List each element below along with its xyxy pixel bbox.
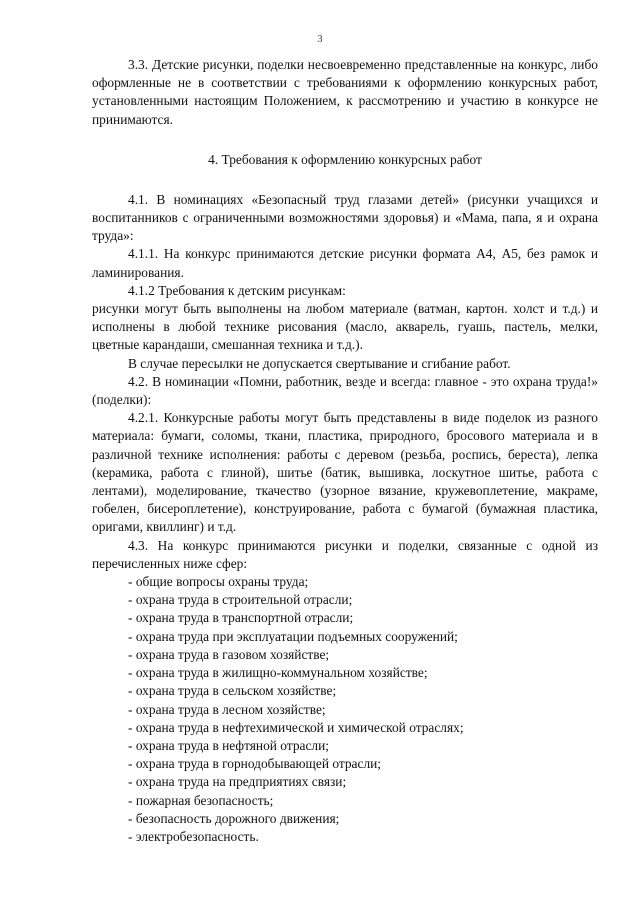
spheres-list (92, 573, 598, 846)
paragraph-4-1-2-note: В случае пересылки не допускается свертывание и сгибание работ. (128, 355, 511, 371)
paragraph-4-1-2-body: рисунки могут быть выполнены на любом материале (ватман, картон. холст и т.д.) и исполнены в любой технике рисования (масло, акварель, гуашь, пастель, мелки, цветные карандаши, смешанная техника и т.д.). (92, 301, 598, 353)
page-number: 3 (317, 34, 323, 45)
paragraph-4-2: 4.2. В номинации «Помни, работник, везде и всегда: главное - это охрана труда!» (поделки): (92, 373, 598, 408)
list-item: - электробезопасность. (92, 828, 598, 846)
list-item: - пожарная безопасность; (92, 792, 598, 810)
paragraph-4-1-2-title: 4.1.2 Требования к детским рисункам: (128, 282, 346, 298)
paragraph-3-3: 3.3. Детские рисунки, поделки несвоевременно представленные на конкурс, либо оформленные не в соответствии с требованиями к оформлению конкурсных работ, установленными настоящим Положением, к рассмотрению и участию в конкурсе не принимаются. (92, 57, 598, 127)
list-item: - общие вопросы охраны труда; (92, 573, 598, 591)
paragraph-4-3: 4.3. На конкурс принимаются рисунки и поделки, связанные с одной из перечисленных ниже сфер: (92, 537, 598, 571)
paragraph-4-2-1: 4.2.1. Конкурсные работы могут быть представлены в виде поделок из разного материала: бумаги, соломы, ткани, пластика, природного, бросового материала и в различной технике исполнения: работы с деревом (резьба, роспись, береста), лепка (керамика, работа с глиной), шитье (батик, вышивка, лоскутное шитье, работа с лентами), моделирование, ткачество (узорное вязание, кружевоплетение, макраме, гобелен, бисероплетение), конструирование, работа с бумагой (бумажная пластика, оригами, квиллинг) и т.д. (92, 410, 598, 535)
list-item: - охрана труда в нефтехимической и химической отраслях; (92, 719, 598, 737)
list-item: - охрана труда при эксплуатации подъемных сооружений; (92, 628, 598, 646)
list-item: - охрана труда в сельском хозяйстве; (92, 682, 598, 700)
list-item: - безопасность дорожного движения; (92, 810, 598, 828)
list-item: - охрана труда в транспортной отрасли; (92, 609, 598, 627)
list-item: - охрана труда в строительной отрасли; (92, 591, 598, 609)
paragraph-4-1: 4.1. В номинациях «Безопасный труд глазами детей» (рисунки учащихся и воспитанников с ограниченными возможностями здоровья) и «Мама, папа, я и охрана труда»: (92, 191, 598, 244)
list-item: - охрана труда в нефтяной отрасли; (92, 737, 598, 755)
list-item: - охрана труда в лесном хозяйстве; (92, 701, 598, 719)
page-content (92, 56, 598, 846)
paragraph-4-1-1: 4.1.1. На конкурс принимаются детские рисунки формата А4, А5, без рамок и ламинирования. (92, 246, 598, 280)
list-item: - охрана труда в жилищно-коммунальном хозяйстве; (92, 664, 598, 682)
section-heading: 4. Требования к оформлению конкурсных работ (208, 151, 482, 167)
list-item: - охрана труда в горнодобывающей отрасли; (92, 755, 598, 773)
list-item: - охрана труда на предприятиях связи; (92, 773, 598, 791)
list-item: - охрана труда в газовом хозяйстве; (92, 646, 598, 664)
